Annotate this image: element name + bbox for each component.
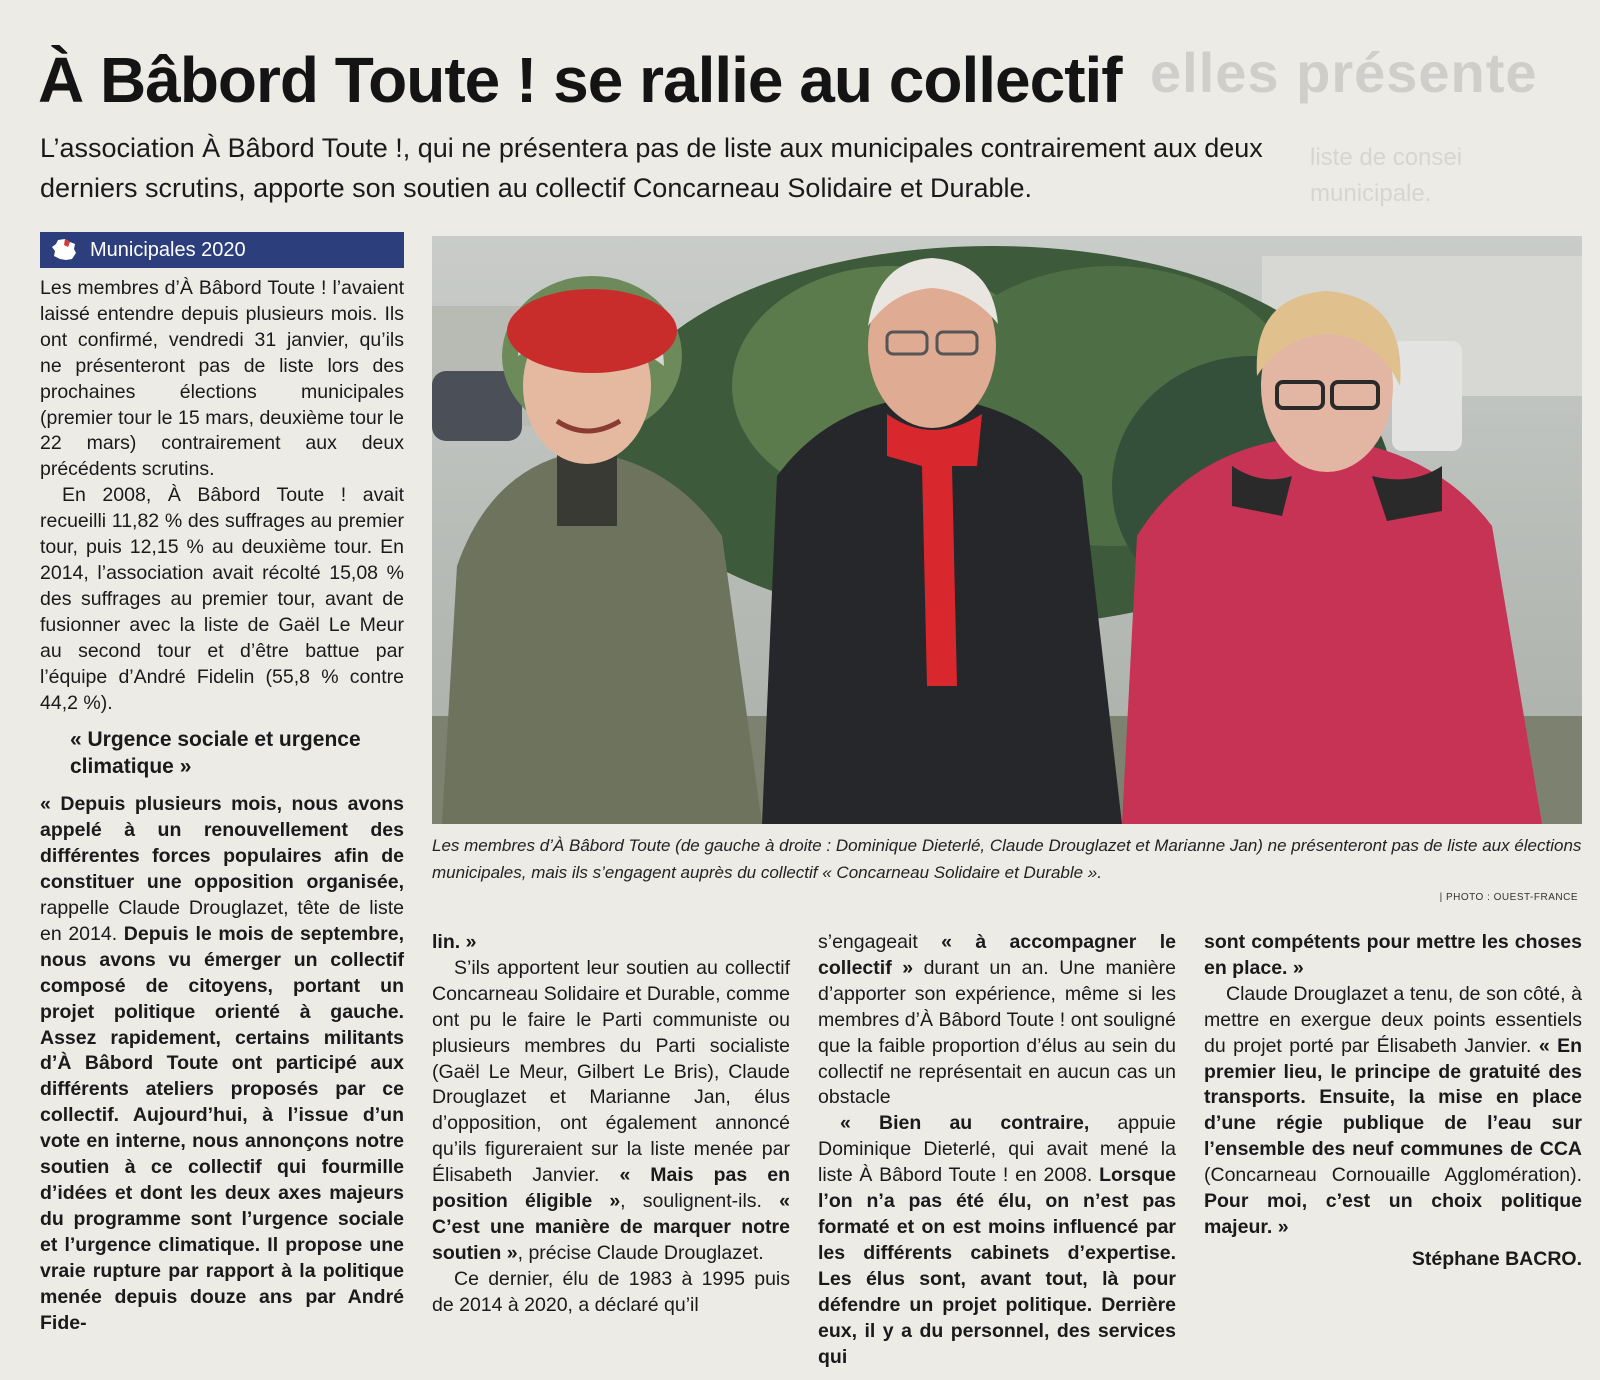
paragraph: En 2008, À Bâbord Toute ! avait recueilli 11,82 % des suffrages au premier tour, puis 12,15 % au deuxième tour. En 2014, l’association avait récolté 15,08 % des suffrages au premier tour, avant de fusionner avec la liste de Gaël Le Meur au second tour et d’être battue par l’équipe d’André Fidelin (55,8 % contre 44,2 %). — [40, 484, 404, 714]
quote-text: « Mais pas en position éligible » — [432, 1164, 790, 1213]
ghost-subtext — [1310, 140, 1462, 212]
ghost-line: municipale. — [1310, 180, 1432, 207]
text-span: durant un an. Une manière d’apporter son expérience, même si les membres d’À Bâbord Toute ! ont souligné que la faible proportion d’élus au sein du collectif ne représentait en aucun cas un obstacle — [818, 956, 1176, 1109]
text-span: s’engageait — [818, 931, 942, 953]
photo-caption: Les membres d’À Bâbord Toute (de gauche à droite : Dominique Dieterlé, Claude Drouglazet et Marianne Jan) ne présenteront pas de liste aux élections municipales, mais ils s’engagent auprès du collectif « Concarneau Solidaire et Durable ». — [432, 836, 1582, 882]
text-span: appuie Dominique Dieterlé, qui avait mené la liste À Bâbord Toute ! en 2008. — [818, 1112, 1176, 1187]
quote-text: Pour moi, c’est un choix politique majeur. » — [1204, 1190, 1582, 1238]
quote-text: Depuis le mois de septembre, nous avons vu émerger un collectif composé de citoyens, portant un projet politique orienté à gauche. Assez rapidement, certains militants d’À Bâbord Toute ont participé aux différents ateliers proposés par ce collectif. Aujourd’hui, à l’issue d’un vote en interne, nous annonçons notre soutien à ce collectif qui fourmille d’idées et dont les deux axes majeurs du programme sont l’urgence sociale et l’urgence climatique. Il propose une vraie rupture par rapport à la politique menée depuis douze ans par André Fide- — [40, 922, 404, 1334]
photo-credit: | PHOTO : OUEST-FRANCE — [1439, 892, 1578, 903]
text-span: Claude Drouglazet a tenu, de son côté, à mettre en exergue deux points essentiels du projet porté par Élisabeth Janvier. — [1204, 982, 1582, 1057]
quote-text: « En premier lieu, le principe de gratuité des transports. Ensuite, la mise en place d’une régie publique de l’eau sur l’ensemble des neuf communes de CCA — [1204, 1034, 1582, 1161]
ghost-headline: elles présente — [1150, 41, 1538, 104]
paragraph — [1204, 982, 1582, 1241]
quote-text: « Depuis plusieurs mois, nous avons appelé à un renouvellement des différentes forces populaires afin de constituer une opposition organisée, — [40, 793, 404, 894]
paragraph: Les membres d’À Bâbord Toute ! l’avaient laissé entendre depuis plusieurs mois. Ils ont confirmé, vendredi 31 janvier, qu’ils ne présenteront pas de liste lors des prochaines élections municipales (premier tour le 15 mars, deuxième tour le 22 mars) contrairement aux deux précédents scrutins. — [40, 277, 404, 481]
quote-text: lin. » — [432, 931, 477, 953]
text-span: rappelle Claude Drouglazet, tête de liste en 2014. — [40, 897, 404, 945]
chapo: L’association À Bâbord Toute !, qui ne présentera pas de liste aux municipales contrairement aux deux derniers scrutins, apporte son soutien au collectif Concarneau Solidaire et Durable. — [40, 133, 1263, 203]
subheading: « Urgence sociale et urgence climatique » — [70, 728, 361, 779]
paragraph — [1204, 930, 1582, 982]
rubric-label: Municipales 2020 — [90, 238, 246, 261]
text-span: , précise Claude Drouglazet. — [517, 1241, 764, 1264]
paragraph — [818, 930, 1176, 1111]
article-column-4 — [1204, 930, 1582, 1273]
text-span: (Concarneau Cornouaille Agglomération). — [1204, 1164, 1582, 1187]
quote-text: sont compétents pour mettre les choses en place. » — [1204, 931, 1582, 979]
quote-text: « Bien au contraire, — [840, 1112, 1090, 1135]
ghost-line: liste de consei — [1310, 144, 1463, 171]
paragraph — [432, 956, 790, 1267]
rubric-banner — [40, 232, 404, 268]
paragraph — [40, 792, 404, 1336]
article-column-1 — [40, 276, 404, 1336]
france-map-icon — [50, 238, 78, 262]
paragraph — [432, 930, 790, 956]
paragraph — [818, 1111, 1176, 1370]
article-column-3 — [818, 930, 1176, 1370]
author-signature: Stéphane BACRO. — [1411, 1247, 1582, 1270]
quote-text: Lorsque l’on n’a pas été élu, on n’est pas formaté et on est moins influencé par les différents cabinets d’expertise. Les élus sont, avant tout, là pour défendre un projet politique. Derrière eux, il y a du personnel, des services qui — [818, 1164, 1176, 1368]
text-span: S’ils apportent leur soutien au collectif Concarneau Solidaire et Durable, comme ont pu le faire le Parti communiste ou plusieurs membres du Parti socialiste (Gaël Le Meur, Gilbert Le Bris), Claude Drouglazet et Marianne Jan, élus d’opposition, ont également annoncé qu’ils figureraient sur la liste menée par Élisabeth Janvier. — [432, 956, 790, 1187]
quote-text: « C’est une manière de marquer notre soutien » — [432, 1190, 790, 1264]
photo-illustration — [432, 236, 1582, 824]
article-photo — [432, 236, 1582, 824]
article-column-2 — [432, 930, 790, 1319]
quote-text: « à accompagner le collectif » — [818, 931, 1176, 979]
paragraph: Ce dernier, élu de 1983 à 1995 puis de 2014 à 2020, a déclaré qu’il — [432, 1267, 790, 1316]
text-span: , soulignent-ils. — [620, 1190, 780, 1213]
headline: À Bâbord Toute ! se rallie au collectif — [38, 44, 1122, 116]
